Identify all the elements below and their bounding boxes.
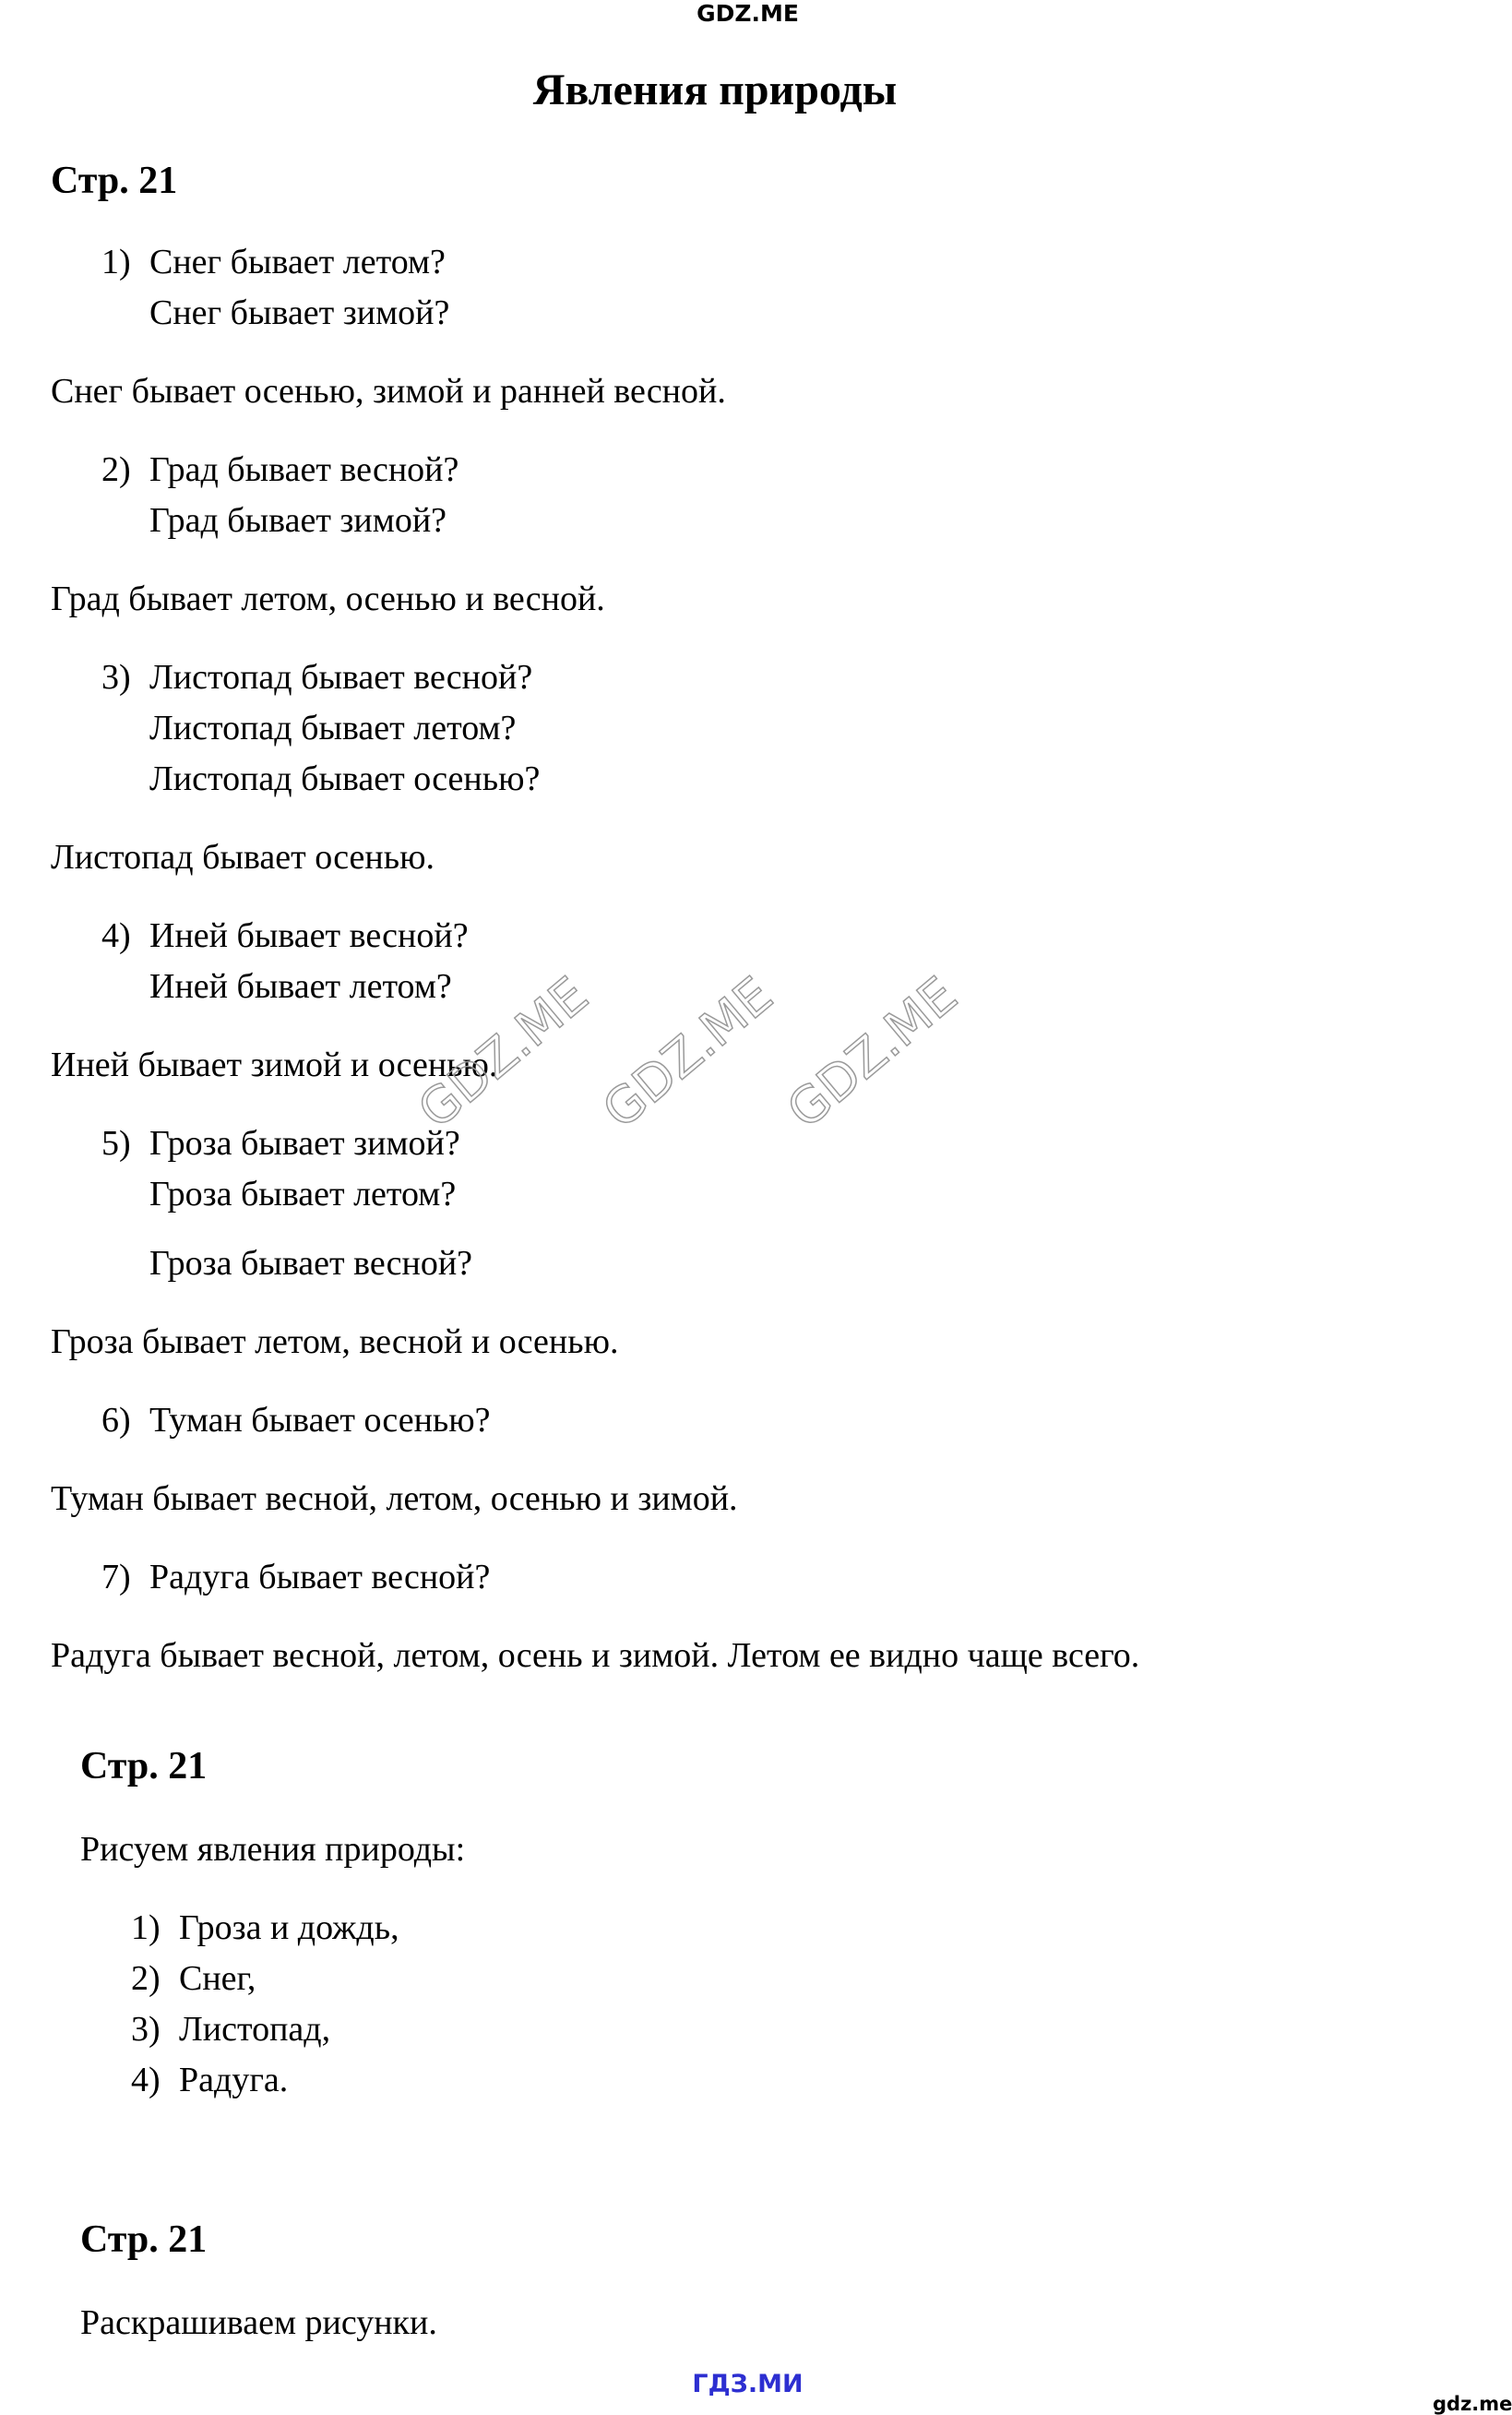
section-heading: Стр. 21 bbox=[51, 160, 178, 202]
list-number: 1) bbox=[131, 1908, 161, 1947]
question-number: 5) bbox=[101, 1124, 131, 1163]
section-intro: Рисуем явления природы: bbox=[80, 1830, 466, 1869]
watermark: GDZ.ME bbox=[591, 965, 784, 1140]
watermark: GDZ.ME bbox=[407, 965, 600, 1140]
question-line: Иней бывает летом? bbox=[149, 967, 452, 1006]
answer-text: Снег бывает осенью, зимой и ранней весной. bbox=[51, 372, 726, 411]
list-item: Гроза и дождь, bbox=[179, 1908, 399, 1947]
list-item: Радуга. bbox=[179, 2061, 289, 2099]
list-number: 2) bbox=[131, 1959, 161, 1998]
question-line: Гроза бывает летом? bbox=[149, 1175, 457, 1213]
question-line: Снег бывает зимой? bbox=[149, 293, 450, 332]
answer-text: Гроза бывает летом, весной и осенью. bbox=[51, 1322, 619, 1361]
question-line: Снег бывает летом? bbox=[149, 243, 446, 281]
question-number: 4) bbox=[101, 916, 131, 955]
section-heading: Стр. 21 bbox=[80, 1745, 208, 1787]
page-title: Явления природы bbox=[532, 66, 898, 114]
section-text: Раскрашиваем рисунки. bbox=[80, 2303, 437, 2342]
question-line: Иней бывает весной? bbox=[149, 916, 469, 955]
site-logo-corner: gdz.me bbox=[1433, 2393, 1512, 2415]
answer-text: Туман бывает весной, летом, осенью и зимой. bbox=[51, 1479, 738, 1518]
answer-text: Листопад бывает осенью. bbox=[51, 838, 435, 877]
answer-text: Радуга бывает весной, летом, осень и зимой. Летом ее видно чаще всего. bbox=[51, 1636, 1140, 1675]
question-line: Радуга бывает весной? bbox=[149, 1558, 491, 1596]
question-number: 7) bbox=[101, 1558, 131, 1596]
question-line: Листопад бывает весной? bbox=[149, 658, 533, 697]
question-number: 3) bbox=[101, 658, 131, 697]
question-line: Листопад бывает осенью? bbox=[149, 759, 541, 798]
list-number: 3) bbox=[131, 2010, 161, 2049]
site-logo-top: GDZ.ME bbox=[696, 0, 799, 27]
question-line: Град бывает весной? bbox=[149, 450, 459, 489]
site-logo-bottom: ГДЗ.МИ bbox=[692, 2370, 804, 2398]
question-line: Листопад бывает летом? bbox=[149, 709, 517, 747]
question-number: 1) bbox=[101, 243, 131, 281]
list-item: Снег, bbox=[179, 1959, 256, 1998]
list-item: Листопад, bbox=[179, 2010, 331, 2049]
answer-text: Град бывает летом, осенью и весной. bbox=[51, 580, 605, 618]
question-number: 6) bbox=[101, 1401, 131, 1440]
section-heading: Стр. 21 bbox=[80, 2218, 208, 2261]
list-number: 4) bbox=[131, 2061, 161, 2099]
question-number: 2) bbox=[101, 450, 131, 489]
question-line: Гроза бывает весной? bbox=[149, 1244, 473, 1283]
answer-text: Иней бывает зимой и осенью. bbox=[51, 1046, 498, 1084]
watermark: GDZ.ME bbox=[776, 965, 969, 1140]
question-line: Град бывает зимой? bbox=[149, 501, 447, 540]
question-line: Гроза бывает зимой? bbox=[149, 1124, 460, 1163]
question-line: Туман бывает осенью? bbox=[149, 1401, 491, 1440]
